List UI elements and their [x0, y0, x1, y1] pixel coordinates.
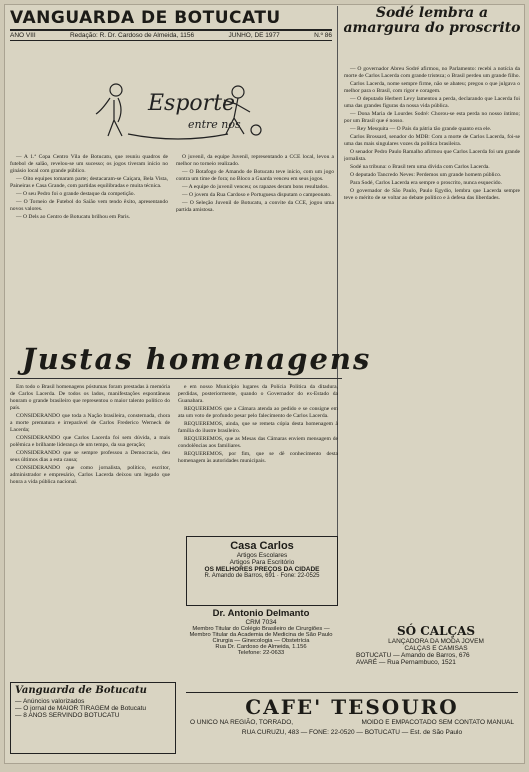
delmanto-name: Dr. Antonio Delmanto [212, 608, 310, 619]
delmanto-crm: CRM 7034 [245, 619, 277, 626]
cafe-tesouro-line: O UNICO NA REGIÃO, TORRADO, [190, 719, 294, 726]
cafe-tesouro-ad [186, 692, 518, 755]
issue-number: N.º 86 [314, 32, 332, 39]
masthead [10, 8, 332, 41]
sport-paragraph: — O Seleção Juvenil de Botucatu, a convite da CCE, jogou uma partida amistosa. [176, 200, 334, 213]
sport-column-2 [176, 154, 334, 336]
sport-paragraph: — O Botafogo de Amando de Botucatu teve início, com um jogo contra um time de fora; no Bloco a Guarda venceu em seus jogos. [176, 169, 334, 182]
volume-label: ANO VIII [10, 32, 36, 39]
right-paragraph: O deputado Tancredo Neves: Perdemos um grande homem público. [350, 172, 502, 178]
sport-paragraph: — Oito equipes tomaram parte; destacaram-se Caiçara, Bela Vista, Paineiras e Casa Grande, com partidas equilibradas e muita técnica. [10, 176, 168, 189]
esporte-logo-text: Esporte [148, 91, 236, 116]
right-article-column [344, 66, 520, 591]
justas-paragraph: CONSIDERANDO que toda a Nação brasileira, consternada, chora a morte prematura e irreparável de Carlos Frederico Werneck de Lacerda; [10, 413, 170, 433]
delmanto-ad [186, 608, 336, 688]
justas-paragraph: REQUEREMOS, ainda, que se remeta cópia desta homenagem à família do ilustre brasileiro. [178, 421, 338, 434]
so-calcas-address: BOTUCATU — Amando de Barros, 676 [356, 652, 470, 659]
sport-paragraph: O juvenil, da equipe Juvenil, representando a CCE local, levou a melhor no torneio realizado. [176, 154, 334, 167]
so-calcas-ad [356, 624, 516, 684]
sport-paragraph: — A 1.ª Copa Centro Vila de Botucatu, que reuniu quadros de futebol de salão, revelou-se um sucesso; os jogos tiveram início no ginásio local com grande público. [10, 154, 168, 174]
vanguarda-ad [10, 682, 176, 754]
sport-paragraph: — O seu Pedro foi o grande destaque da competição. [16, 191, 135, 197]
cafe-tesouro-address: RUA CURUZU, 483 — FONE: 22-0520 — BOTUCATU — Est. de São Paulo [241, 729, 463, 736]
delmanto-address: Rua Dr. Cardoso de Almeida, 1.156 [215, 644, 307, 650]
justas-paragraph: CONSIDERANDO que Carlos Lacerda foi sem dúvida, a mais polêmica e brilhante liderança de um tempo, da sua geração; [10, 435, 170, 448]
right-paragraph: — Dona Maria de Lourdes Sodré: Chorou-se esta perda no nosso íntimo; por um Brasil que é nosso. [344, 111, 520, 124]
cafe-tesouro-name: CAFE' TESOURO [245, 695, 459, 719]
section-rule [10, 378, 342, 379]
justas-homenagens-title: Justas homenagens [22, 342, 372, 376]
right-paragraph: Carlos Brossard, senador do MDB: Com a morte de Carlos Lacerda, foi-se uma das mais singulares vozes da política brasileira. [344, 134, 520, 147]
justas-paragraph: e em nosso Município lugares da Polícia Política da ditadura, perdidas, posteriormente, quando o Governador do ex-Estado da Guanabara. [178, 384, 338, 404]
delmanto-phone: Telefone: 22-0633 [237, 650, 285, 656]
right-paragraph: Carlos Lacerda, nome sempre firme, não se abateu; pregou o que julgava o melhor para o Brasil, com rigor e coragem. [344, 81, 520, 94]
justas-paragraph: CONSIDERANDO que como jornalista, político, escritor, administrador e empresário, Carlos Lacerda deixou um legado que honra a vida pública nacional. [10, 465, 170, 485]
casa-carlos-line: Artigos Para Escritório [229, 559, 295, 566]
date-label: JUNHO, DE 1977 [228, 32, 280, 39]
right-paragraph: Sodé na tribuna: o Brasil tem uma dívida com Carlos Lacerda. [350, 164, 490, 170]
esporte-logo-subtext: entre nós [188, 118, 241, 131]
delmanto-line: Membro Titular do Colégio Brasileiro de Cirurgiões — Membro Titular da Academia de Medicina de São Paulo [189, 626, 333, 638]
address-label: Redação: R. Dr. Cardoso de Almeida, 1156 [69, 32, 195, 39]
vanguarda-line: — Anúncios valorizados [15, 698, 85, 705]
justas-paragraph: REQUEREMOS, que as Mesas das Câmaras enviem mensagem de condolências aos familiares. [178, 436, 338, 449]
newspaper-page [4, 4, 525, 764]
cafe-tesouro-line: MOIDO E EMPACOTADO SEM CONTATO MANUAL [361, 719, 514, 726]
justas-paragraph: REQUEREMOS que a Câmara atenda ao pedido e se consigne em ata um voto de profundo pesar pelo falecimento de Carlos Lacerda. [178, 406, 338, 419]
casa-carlos-line: OS MELHORES PREÇOS DA CIDADE [204, 566, 320, 573]
justas-paragraph: REQUEREMOS, por fim, que se dê conhecimento desta homenagem às autoridades municipais. [178, 451, 338, 464]
sport-paragraph: — O jovem da Rua Cardoso e Portuguesa disputam o campeonato. [182, 192, 332, 198]
right-paragraph: Para Sodé, Carlos Lacerda era sempre o proscrito, nunca esquecido. [350, 180, 502, 186]
newspaper-title: VANGUARDA DE BOTUCATU [10, 8, 332, 31]
vanguarda-line: — 8 ANOS SERVINDO BOTUCATU [15, 712, 120, 719]
so-calcas-address: AVARÉ — Rua Pernambuco, 1521 [356, 659, 456, 666]
right-paragraph: O senador Pedro Paulo Ramalho afirmou que Carlos Lacerda foi um grande jornalista. [344, 149, 520, 162]
justas-paragraph: CONSIDERANDO que se sempre professou a Democracia, deu seus últimos dias a esta causa; [10, 450, 170, 463]
sport-paragraph: — A equipe do juvenil venceu; os rapazes deram bons resultados. [182, 184, 329, 190]
so-calcas-name: SÓ CALÇAS [396, 624, 476, 638]
sport-paragraph: — O Dels ao Centro de Botucatu brilhou em Paris. [16, 214, 131, 220]
right-paragraph: O governador de São Paulo, Paulo Egydio, lembra que Lacerda sempre teve o mérito de se voltar ao debate político e à defesa das liberdades. [344, 188, 520, 201]
masthead-info-bar [10, 31, 332, 41]
right-paragraph: — O governador Abreu Sodré afirmou, no Parlamento: recebi a notícia da morte de Carlos Lacerda com grande tristeza; o Brasil perdeu um grande filho. [344, 66, 520, 79]
justas-paragraph: Em todo o Brasil homenagens póstumas foram prestadas à memória de Carlos Lacerda. De todos os lados, manifestações espontâneas honram o grande brasileiro que representou o maior talento político do país. [10, 384, 170, 411]
delmanto-line: Cirurgia — Ginecologia — Obstetrícia [212, 638, 310, 644]
sport-paragraph: — O Torneio de Futebol do Saião vem tendo êxito, apresentando novos valores. [10, 199, 168, 212]
right-paragraph: — O deputado Herbert Levy lamentou a perda, declarando que Lacerda foi uma das grandes figuras da nossa vida pública. [344, 96, 520, 109]
justas-column-1 [10, 384, 170, 676]
right-paragraph: — Rey Mesquita — O País da pátria tão grande quanto era ele. [350, 126, 492, 132]
justas-column-2 [178, 384, 338, 530]
headline-sode: Sodé lembra a amargura do proscrito [343, 5, 521, 36]
esporte-logo [88, 70, 268, 150]
casa-carlos-address: R. Amando de Barros, 691 · Fone: 22-0525 [204, 573, 320, 579]
casa-carlos-name: Casa Carlos [230, 540, 294, 552]
vanguarda-name: Vanguarda de Botucatu [15, 685, 147, 696]
so-calcas-line: LANÇADORA DA MODA JOVEM [388, 638, 484, 645]
casa-carlos-ad [186, 536, 338, 606]
so-calcas-line: CALÇAS E CAMISAS [404, 645, 468, 652]
casa-carlos-line: Artigos Escolares [236, 552, 288, 559]
sport-column-1 [10, 154, 168, 336]
vanguarda-line: — O jornal de MAIOR TIRAGEM de Botucatu [15, 705, 147, 712]
cafe-tesouro-taglines [186, 719, 518, 726]
